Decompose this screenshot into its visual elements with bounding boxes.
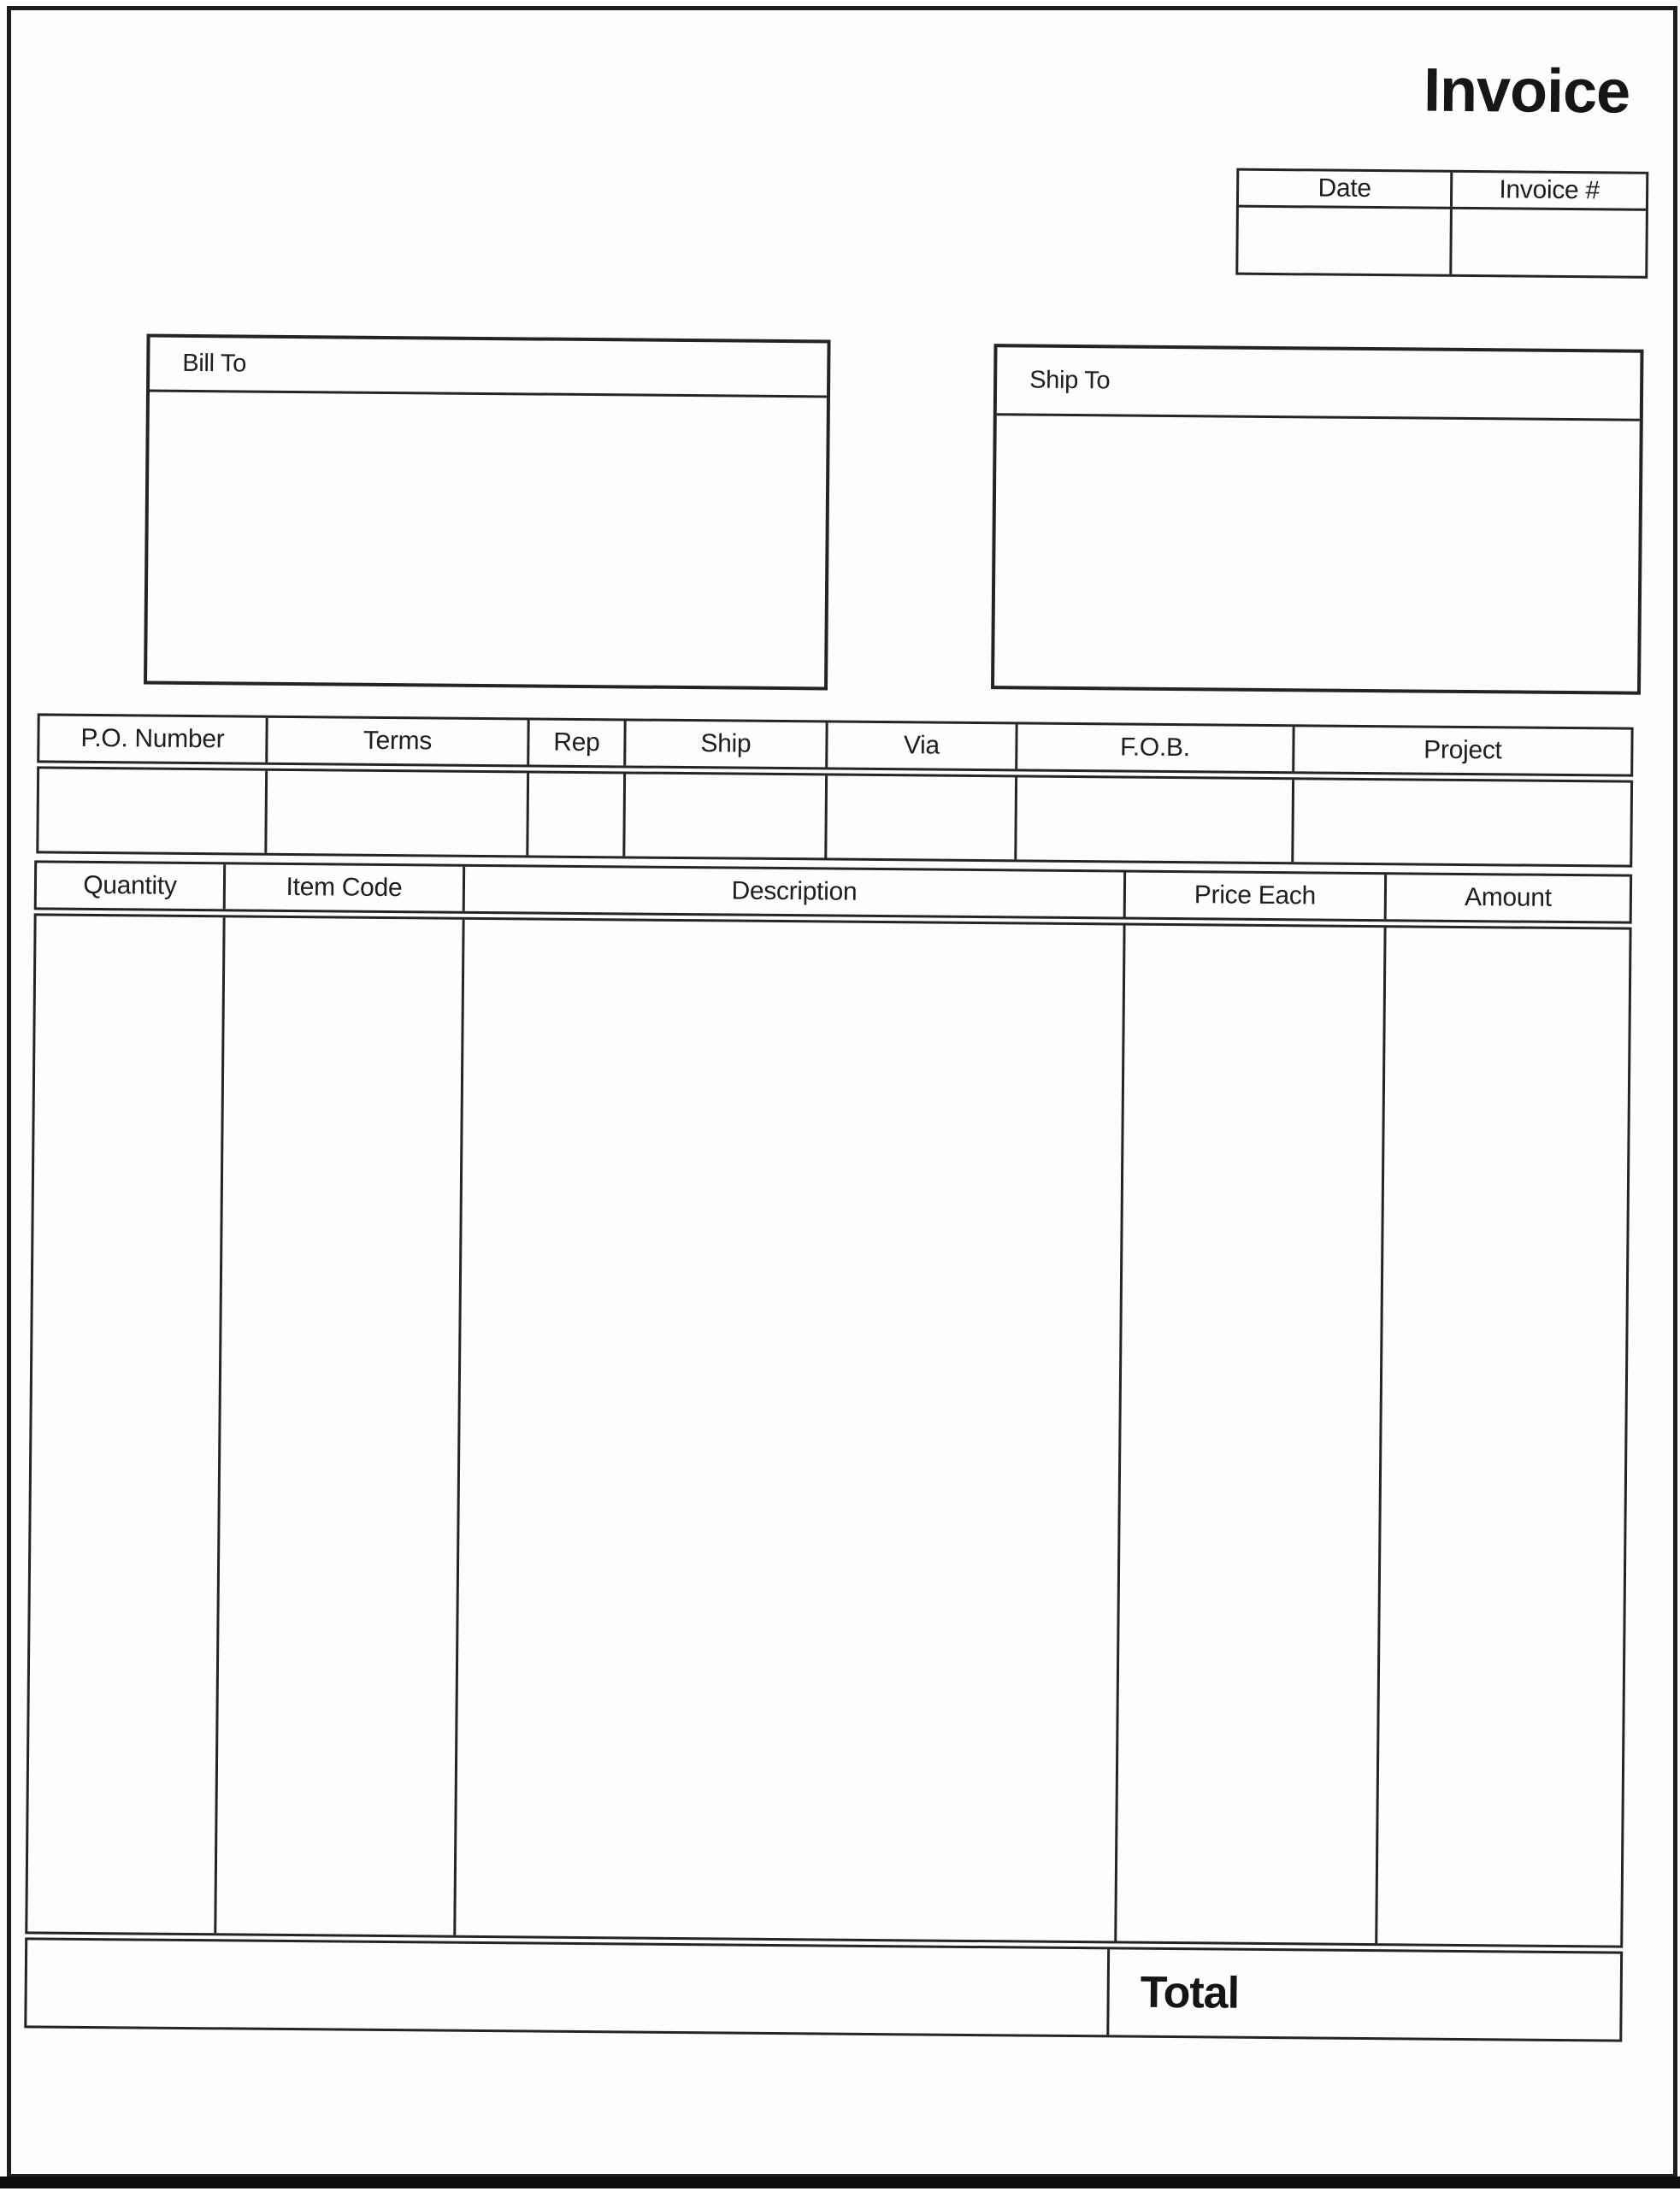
date-field[interactable] — [1238, 208, 1453, 274]
bill-to-box — [144, 334, 831, 691]
invoice-meta-header-row — [1239, 171, 1646, 211]
ship-column-header: Ship — [626, 721, 828, 767]
invoice-meta-value-row — [1238, 208, 1646, 276]
line-items-body — [25, 913, 1631, 1947]
ship-to-box — [991, 344, 1643, 695]
description-column-header: Description — [465, 867, 1126, 917]
ship-field[interactable] — [625, 774, 828, 857]
project-column-header: Project — [1424, 735, 1502, 765]
total-cell — [1109, 1949, 1620, 2039]
project-field[interactable] — [1294, 780, 1630, 864]
terms-column-header: Terms — [268, 718, 529, 765]
scan-edge-band — [0, 2176, 1680, 2188]
total-row-spacer — [27, 1940, 1110, 2035]
po-number-column-header: P.O. Number — [39, 716, 268, 762]
quantity-column-field[interactable] — [27, 916, 225, 1933]
fob-field[interactable] — [1017, 777, 1294, 862]
terms-field[interactable] — [267, 771, 529, 856]
price-each-column-field[interactable] — [1117, 926, 1386, 1944]
ship-to-label: Ship To — [997, 347, 1641, 421]
quantity-column-header: Quantity — [37, 863, 226, 909]
total-label: Total — [1140, 1967, 1240, 2018]
total-amount-field[interactable] — [1273, 1994, 1620, 1997]
item-code-column-header: Item Code — [226, 864, 465, 910]
rep-field[interactable] — [528, 773, 626, 856]
po-number-field[interactable] — [38, 769, 268, 852]
bill-to-field[interactable] — [147, 392, 827, 691]
line-items-header-row — [34, 860, 1632, 923]
order-info-value-row — [36, 766, 1633, 867]
amount-column-header: Amount — [1464, 882, 1552, 912]
invoice-number-field[interactable] — [1452, 209, 1646, 276]
invoice-meta-table — [1235, 168, 1648, 279]
item-code-column-field[interactable] — [216, 917, 464, 1935]
amount-column-field[interactable] — [1377, 928, 1629, 1945]
via-column-header: Via — [828, 722, 1017, 769]
via-field[interactable] — [827, 775, 1017, 859]
bill-to-label: Bill To — [150, 338, 828, 398]
rep-column-header: Rep — [529, 720, 626, 765]
description-column-field[interactable] — [456, 920, 1125, 1941]
total-row — [24, 1937, 1623, 2041]
fob-column-header: F.O.B. — [1017, 724, 1294, 771]
price-each-column-header: Price Each — [1126, 873, 1387, 920]
page-title: Invoice — [1423, 56, 1630, 127]
ship-to-field[interactable] — [994, 415, 1640, 692]
invoice-number-column-header: Invoice # — [1499, 175, 1600, 205]
date-column-header: Date — [1239, 171, 1453, 207]
order-info-header-row — [37, 713, 1633, 776]
